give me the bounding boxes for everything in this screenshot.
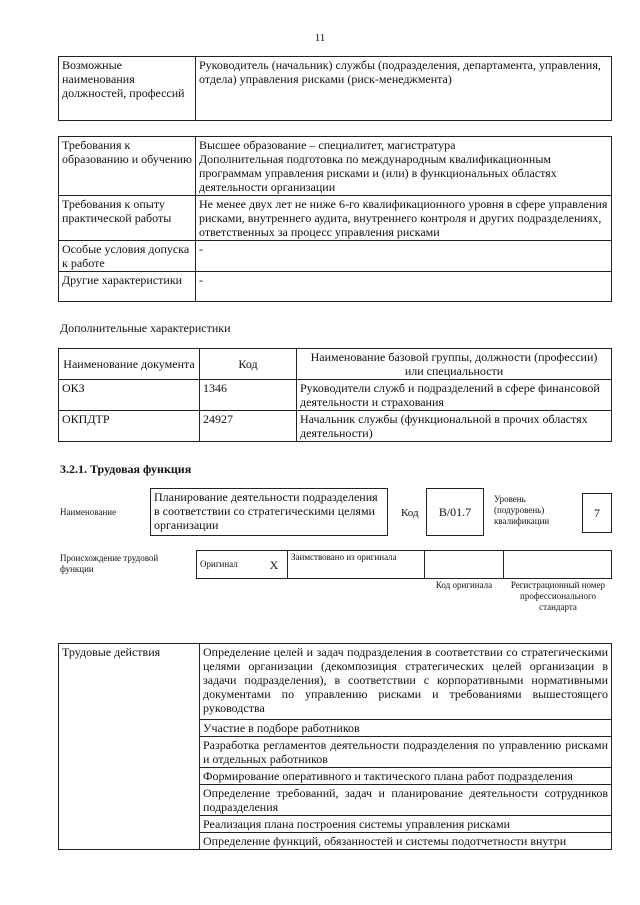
labor-action-item: Определение требований, задач и планирование деятельности сотрудников подразделения [200, 785, 612, 816]
job-titles-label: Возможные наименования должностей, профессий [59, 57, 196, 121]
origin-original-mark: X [261, 551, 288, 579]
origin-table [196, 550, 612, 579]
requirements-admission-value: - [196, 241, 612, 272]
additional-heading: Дополнительные характеристики [60, 321, 231, 335]
page-number: 11 [314, 32, 326, 44]
origin-label: Происхождение трудовой функции [60, 553, 159, 574]
function-heading: 3.2.1. Трудовая функция [60, 462, 192, 476]
job-titles-value: Руководитель (начальник) службы (подразделения, департамента, управления, отдела) управления рисками (риск-менеджмента) [196, 57, 612, 121]
additional-header-name: Наименование базовой группы, должности (профессии) или специальности [297, 349, 612, 380]
requirements-admission-label: Особые условия допуска к работе [59, 241, 196, 272]
requirements-education-value [196, 137, 612, 196]
origin-code-caption: Код оригинала [435, 580, 493, 590]
additional-table [58, 348, 612, 442]
additional-header-code: Код [200, 349, 297, 380]
requirements-education-line: Высшее образование – специалитет, магистратура [199, 138, 456, 152]
origin-code-cell [425, 551, 504, 579]
labor-action-item: Разработка регламентов деятельности подразделения по управлению рисками и отдельных работников [200, 737, 612, 768]
function-level-label: Уровень (подуровень) квалификации [494, 494, 550, 526]
requirements-other-value: - [196, 272, 612, 302]
function-name-label: Наименование [60, 507, 117, 517]
requirements-experience-value: Не менее двух лет не ниже 6-го квалификационного уровня в сфере управления рисками, внутреннего аудита, внутреннего контроля и других подразделениях, ответственных за процесс управления рисками [196, 196, 612, 241]
additional-row-name: Руководители служб и подразделений в сфере финансовой деятельности и страхования [297, 380, 612, 411]
labor-actions-table [58, 643, 612, 850]
requirements-experience-label: Требования к опыту практической работы [59, 196, 196, 241]
function-level-value: 7 [582, 493, 612, 533]
labor-action-item: Определение функций, обязанностей и системы подотчетности внутри [200, 833, 612, 850]
requirements-education-label: Требования к образованию и обучению [59, 137, 196, 196]
additional-row-name: Начальник службы (функциональной в прочих областях деятельности) [297, 411, 612, 442]
function-name-value: Планирование деятельности подразделения в соответствии со стратегическими целями организации [150, 488, 388, 536]
origin-borrowed-label: Заимствовано из оригинала [288, 551, 425, 579]
additional-row-doc: ОКПДТР [59, 411, 200, 442]
origin-original-label: Оригинал [197, 551, 262, 579]
labor-action-item: Формирование оперативного и тактического плана работ подразделения [200, 768, 612, 785]
requirements-education-line: Дополнительная подготовка по международным квалификационным программам управления рисками и (или) в функциональных областях деятельности организации [199, 152, 557, 194]
labor-action-item: Определение целей и задач подразделения в соответствии со стратегическими целями организации (декомпозиция стратегических целей организации в задачи подразделения), в соответствии с корпоративными нормативными документами по управлению рисками и требованиями вышестоящего руководства [200, 644, 612, 720]
function-code-label: Код [401, 507, 419, 519]
additional-header-doc: Наименование документа [59, 349, 200, 380]
function-code-value: B/01.7 [426, 488, 484, 536]
labor-actions-label: Трудовые действия [59, 644, 200, 850]
additional-row-code: 1346 [200, 380, 297, 411]
origin-reg-cell [504, 551, 612, 579]
labor-action-item: Участие в подборе работников [200, 720, 612, 737]
origin-reg-caption: Регистрационный номер профессионального стандарта [510, 580, 606, 612]
requirements-table [58, 136, 612, 302]
additional-row-doc: ОКЗ [59, 380, 200, 411]
additional-row-code: 24927 [200, 411, 297, 442]
job-titles-table [58, 56, 612, 121]
requirements-other-label: Другие характеристики [59, 272, 196, 302]
labor-action-item: Реализация плана построения системы управления рисками [200, 816, 612, 833]
